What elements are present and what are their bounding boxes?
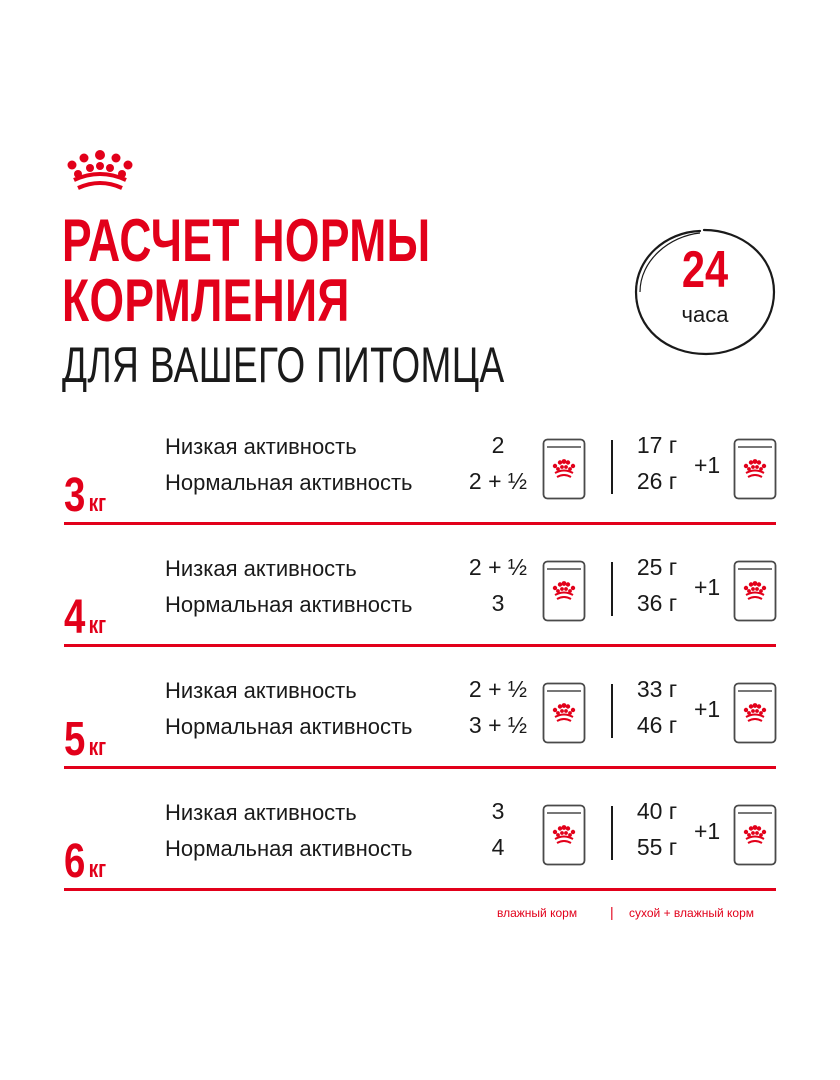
dry-low-grams: 40 г: [636, 798, 678, 824]
column-divider: [611, 806, 613, 860]
wet-food-pouch-icon: [733, 804, 777, 866]
wet-low-amount: 2: [491, 432, 505, 458]
badge-number: 24: [681, 241, 729, 299]
wet-food-pouch-icon: [542, 682, 586, 744]
feeding-row: [0, 798, 840, 920]
row-divider: [64, 766, 776, 769]
wet-normal-amount: 3 + ½: [468, 712, 528, 738]
royal-canin-crown-icon: [64, 146, 136, 194]
row-divider: [64, 644, 776, 647]
wet-normal-amount: 3: [491, 590, 505, 616]
activity-normal-label: Нормальная активность: [165, 470, 413, 495]
feeding-row: [0, 554, 840, 676]
activity-low-label: Низкая активность: [165, 434, 357, 459]
weight-label: 3 кг: [64, 469, 107, 522]
activity-normal-label: Нормальная активность: [165, 714, 413, 739]
legend-separator: |: [610, 904, 614, 920]
page-title-line-1: РАСЧЕТ НОРМЫ: [62, 207, 431, 274]
dry-low-grams: 17 г: [636, 432, 678, 458]
activity-low-label: Низкая активность: [165, 678, 357, 703]
plus-pouch-label: +1: [694, 452, 721, 478]
plus-pouch-label: +1: [694, 574, 721, 600]
row-divider: [64, 888, 776, 891]
column-divider: [611, 440, 613, 494]
wet-normal-amount: 4: [491, 834, 505, 860]
wet-low-amount: 2 + ½: [468, 554, 528, 580]
weight-label: 4 кг: [64, 591, 107, 644]
page-subtitle: ДЛЯ ВАШЕГО ПИТОМЦА: [62, 337, 505, 393]
wet-food-pouch-icon: [542, 560, 586, 622]
dry-normal-grams: 26 г: [636, 468, 678, 494]
dry-normal-grams: 36 г: [636, 590, 678, 616]
wet-food-pouch-icon: [733, 438, 777, 500]
dry-low-grams: 33 г: [636, 676, 678, 702]
weight-label: 5 кг: [64, 713, 107, 766]
column-divider: [611, 684, 613, 738]
activity-low-label: Низкая активность: [165, 800, 357, 825]
weight-label: 6 кг: [64, 835, 107, 888]
wet-low-amount: 3: [491, 798, 505, 824]
page-title-line-2: КОРМЛЕНИЯ: [62, 267, 350, 334]
row-divider: [64, 522, 776, 525]
activity-low-label: Низкая активность: [165, 556, 357, 581]
feeding-row: [0, 432, 840, 554]
wet-food-pouch-icon: [542, 804, 586, 866]
dry-low-grams: 25 г: [636, 554, 678, 580]
legend-wet-food: влажный корм: [497, 906, 578, 920]
badge-unit: часа: [681, 302, 729, 327]
plus-pouch-label: +1: [694, 696, 721, 722]
wet-food-pouch-icon: [733, 682, 777, 744]
wet-normal-amount: 2 + ½: [468, 468, 528, 494]
feeding-row: [0, 676, 840, 798]
plus-pouch-label: +1: [694, 818, 721, 844]
wet-food-pouch-icon: [542, 438, 586, 500]
wet-low-amount: 2 + ½: [468, 676, 528, 702]
activity-normal-label: Нормальная активность: [165, 592, 413, 617]
legend-mixed-food: сухой + влажный корм: [629, 906, 754, 920]
dry-normal-grams: 46 г: [636, 712, 678, 738]
activity-normal-label: Нормальная активность: [165, 836, 413, 861]
column-divider: [611, 562, 613, 616]
dry-normal-grams: 55 г: [636, 834, 678, 860]
wet-food-pouch-icon: [733, 560, 777, 622]
